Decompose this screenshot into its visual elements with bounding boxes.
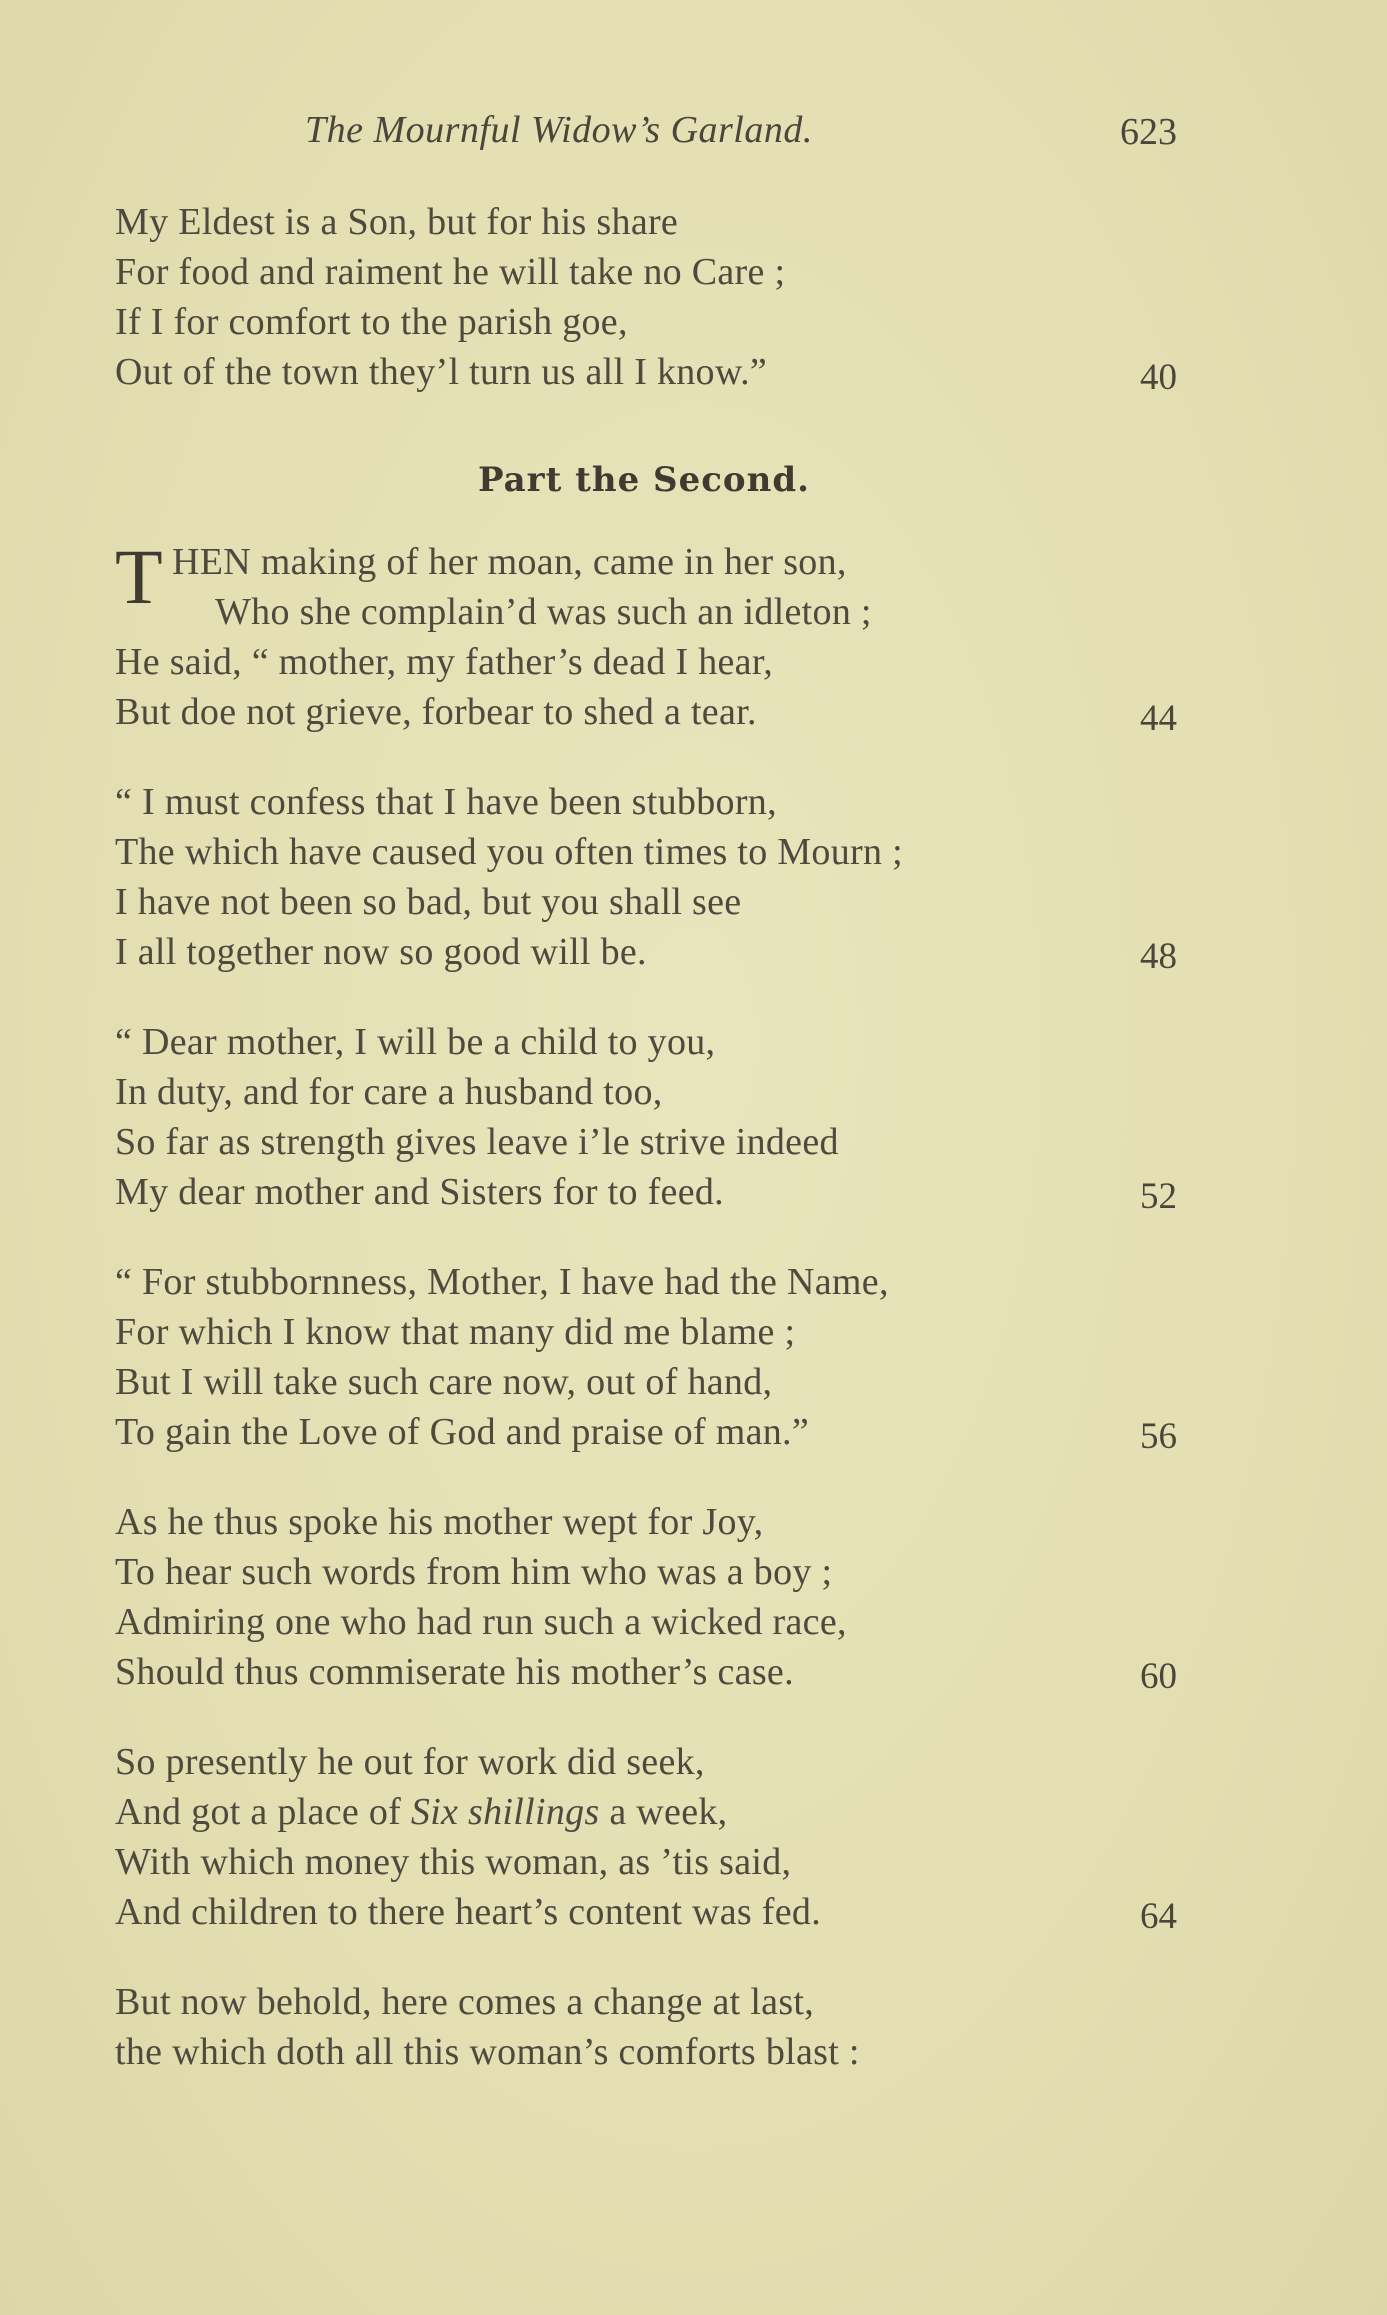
verse-line: Out of the town they’l turn us all I know.” [115,351,768,393]
verse-line [115,1787,727,1837]
page-header [0,108,1387,158]
verse-text: And got a place of [115,1791,411,1833]
verse-line: My dear mother and Sisters for to feed. [115,1171,724,1213]
verse-line: To hear such words from him who was a boy ; [115,1551,833,1593]
verse-line: For food and raiment he will take no Care ; [115,251,786,293]
verse-line: HEN making of her moan, came in her son, [172,541,847,583]
verse-line: “ For stubbornness, Mother, I have had the Name, [115,1261,889,1303]
verse-line: To gain the Love of God and praise of man.” [115,1411,810,1453]
verse-line: As he thus spoke his mother wept for Joy, [115,1501,764,1543]
verse-line: With which money this woman, as ’tis said, [115,1841,792,1883]
drop-cap: T [115,533,163,620]
line-number: 64 [1140,1896,1177,1937]
running-title: The Mournful Widow’s Garland. [305,109,813,151]
verse-text: a week, [599,1791,728,1833]
verse-line: The which have caused you often times to Mourn ; [115,831,903,873]
verse-line: And children to there heart’s content was fed. [115,1891,822,1933]
line-number: 40 [1140,357,1177,398]
verse-line: “ Dear mother, I will be a child to you, [115,1021,716,1063]
italic-emphasis: Six shillings [410,1791,600,1833]
verse-line: Admiring one who had run such a wicked race, [115,1601,847,1643]
verse-line: In duty, and for care a husband too, [115,1071,663,1113]
verse-line: If I for comfort to the parish goe, [115,301,628,343]
verse-line: But doe not grieve, forbear to shed a tear. [115,691,757,733]
verse-line: But I will take such care now, out of hand, [115,1361,773,1403]
line-number: 60 [1140,1656,1177,1697]
line-number: 56 [1140,1416,1177,1457]
verse-line: For which I know that many did me blame ; [115,1311,796,1353]
verse-line: He said, “ mother, my father’s dead I hear, [115,641,774,683]
line-number: 44 [1140,698,1177,739]
line-number: 52 [1140,1176,1177,1217]
verse-line: “ I must confess that I have been stubborn, [115,781,777,823]
line-number: 48 [1140,936,1177,977]
verse-line: I all together now so good will be. [115,931,647,973]
page-number: 623 [1120,111,1177,153]
verse-line: My Eldest is a Son, but for his share [115,201,679,243]
verse-line: So presently he out for work did seek, [115,1741,705,1783]
verse-line: Should thus commiserate his mother’s case. [115,1651,794,1693]
verse-line: I have not been so bad, but you shall see [115,881,742,923]
verse-line: the which doth all this woman’s comforts blast : [115,2031,860,2073]
verse-line: Who she complain’d was such an idleton ; [215,591,872,633]
verse-line: So far as strength gives leave i’le strive indeed [115,1121,839,1163]
section-heading: Part the Second. [478,460,810,500]
verse-line: But now behold, here comes a change at last, [115,1981,815,2023]
